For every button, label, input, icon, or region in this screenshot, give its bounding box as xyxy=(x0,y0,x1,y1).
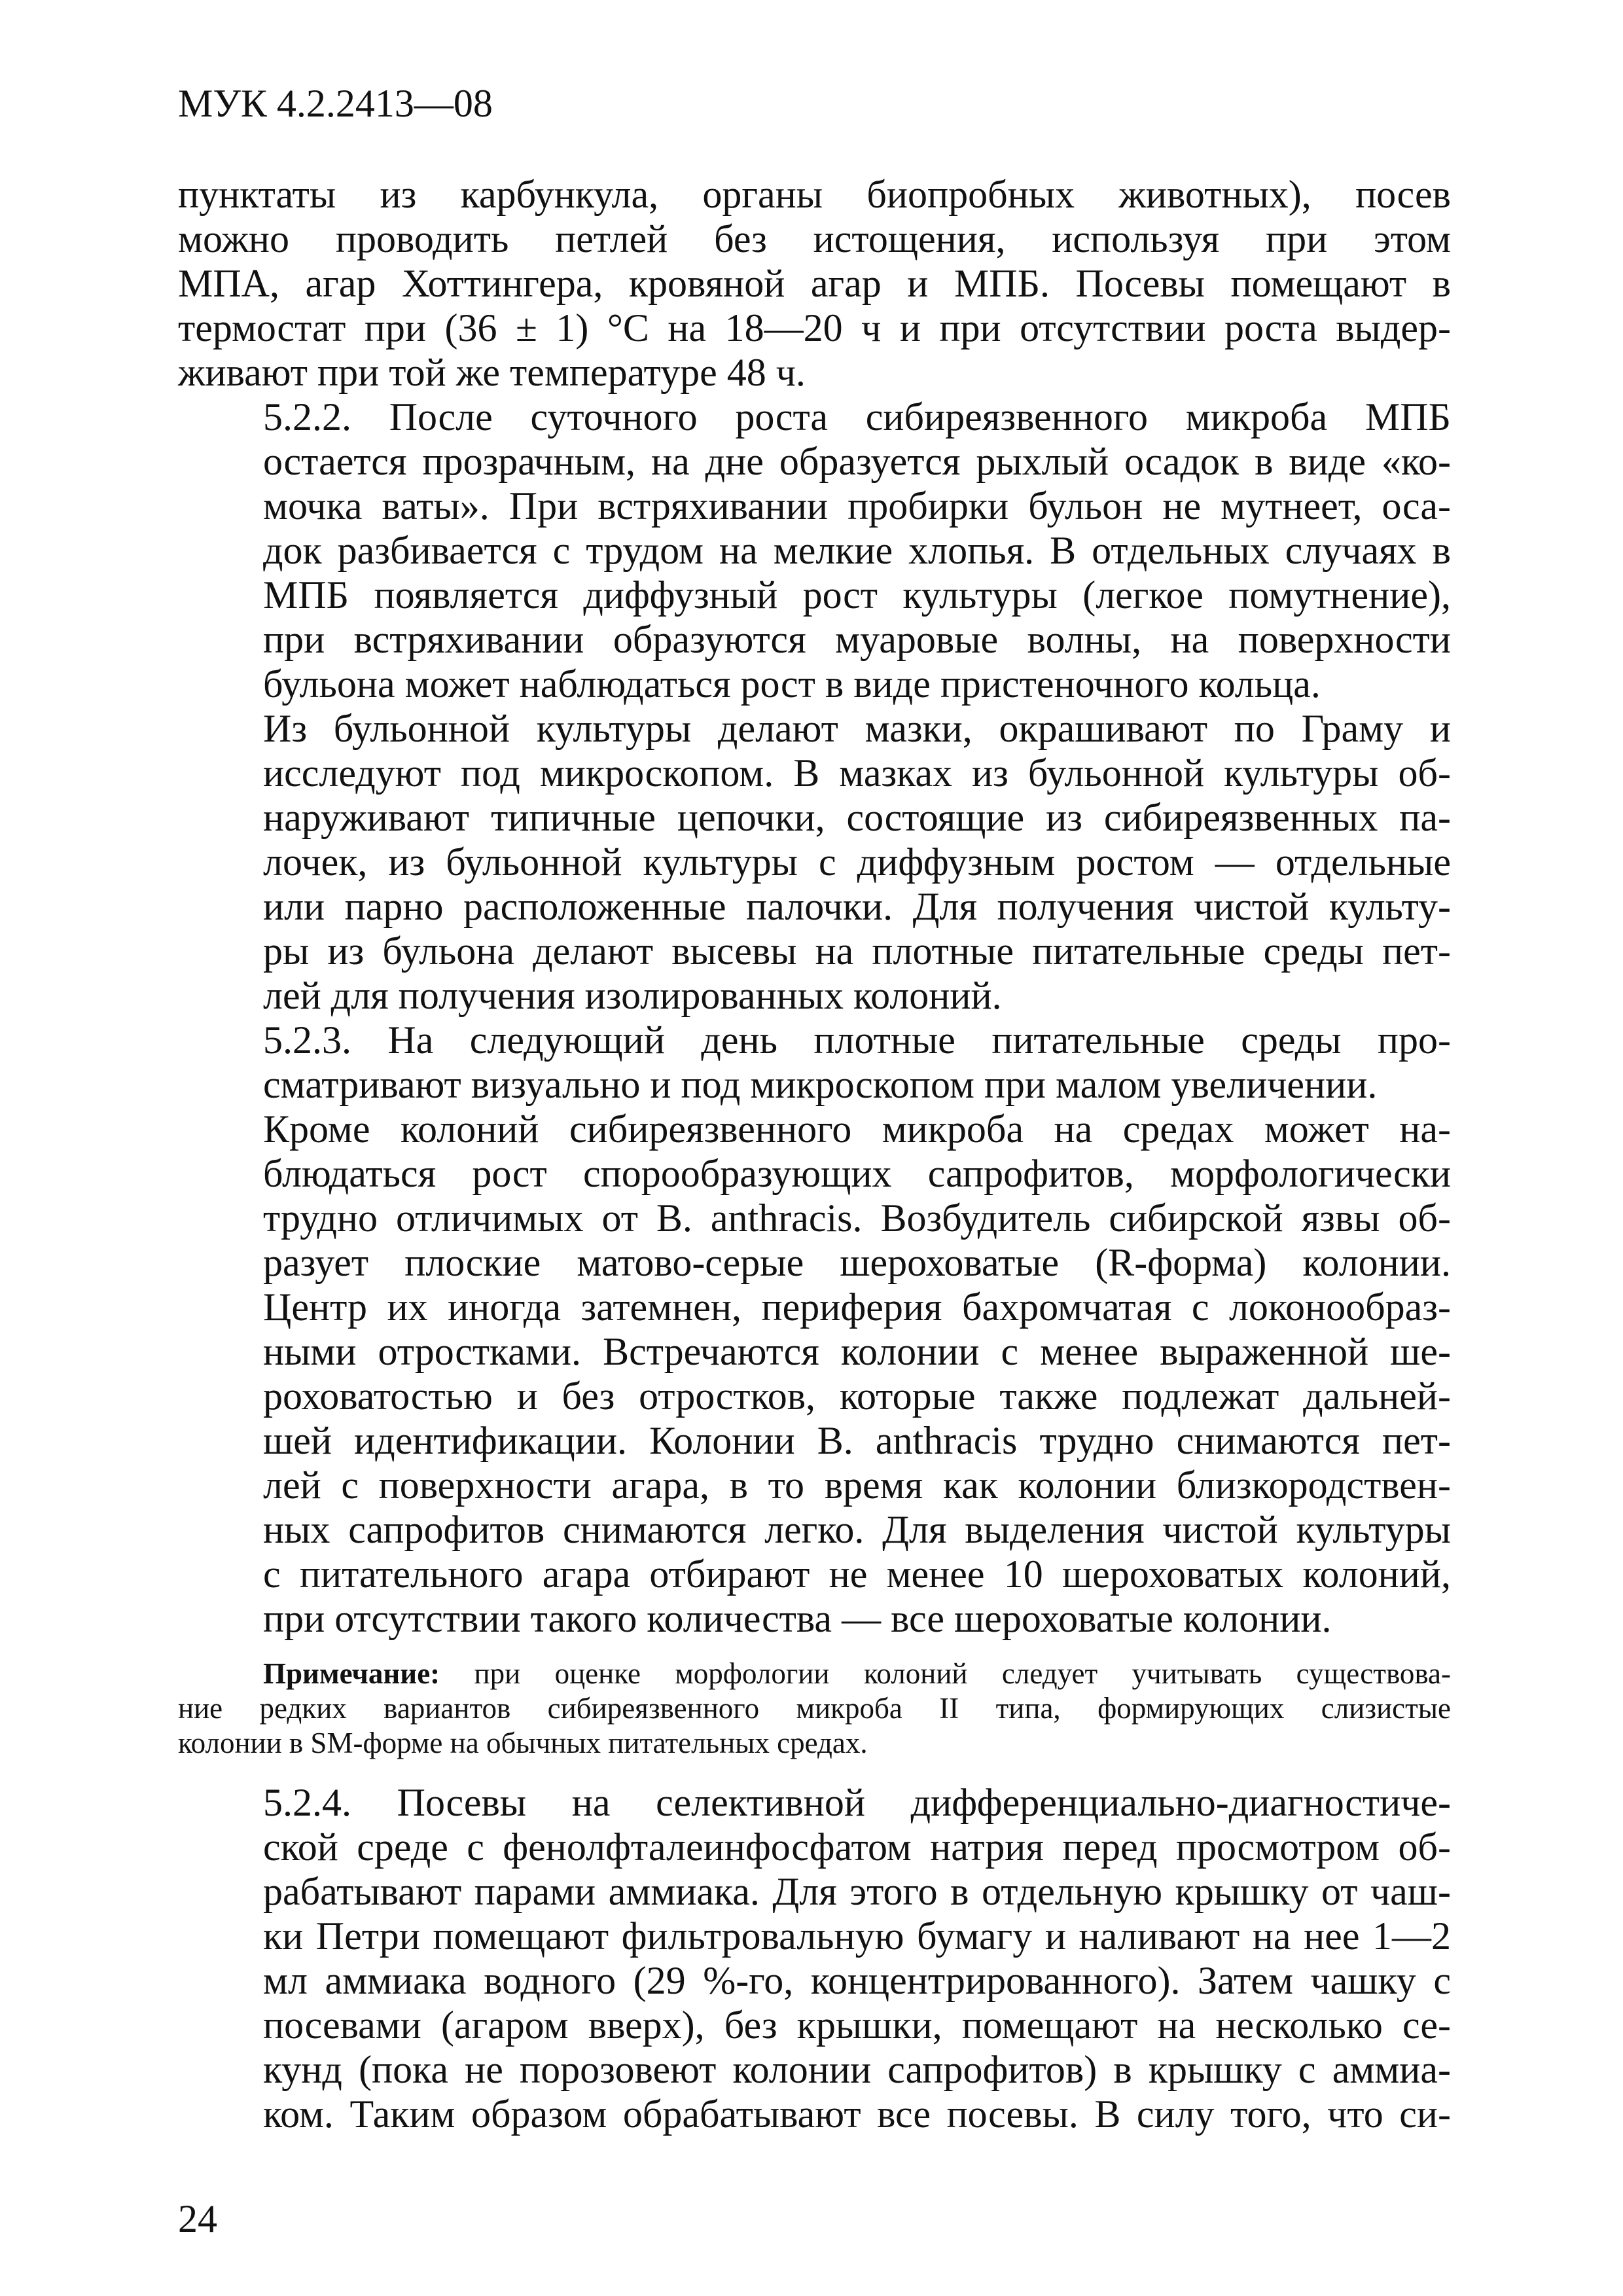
note-line: колонии в SM-форме на обычных питательных средах. xyxy=(178,1727,868,1759)
paragraph xyxy=(178,1107,1451,1641)
text-line: кунд (пока не порозовеют колонии сапрофитов) в крышку с аммиа- xyxy=(263,2048,1451,2091)
text-line: можно проводить петлей без истощения, используя при этом xyxy=(178,217,1451,260)
text-line: лочек, из бульонной культуры с диффузным ростом — отдельные xyxy=(263,840,1451,884)
paragraph xyxy=(178,172,1451,395)
page-header: МУК 4.2.2413—08 xyxy=(178,82,493,125)
paragraph xyxy=(178,706,1451,1018)
text-line: Из бульонной культуры делают мазки, окрашивают по Граму и xyxy=(263,707,1451,750)
text-line: мл аммиака водного (29 %-го, концентрированного). Затем чашку с xyxy=(263,1959,1451,2002)
note-text: при оценке морфологии колоний следует учитывать существова- xyxy=(440,1657,1451,1690)
text-line: сматривают визуально и под микроскопом при малом увеличении. xyxy=(263,1063,1378,1106)
page-number: 24 xyxy=(178,2197,217,2240)
text-line: термостат при (36 ± 1) °С на 18—20 ч и при отсутствии роста выдер- xyxy=(178,306,1451,350)
text-line: МПБ появляется диффузный рост культуры (легкое помутнение), xyxy=(263,573,1451,617)
text-line: пунктаты из карбункула, органы биопробных животных), посев xyxy=(178,173,1451,216)
text-line: при отсутствии такого количества — все шероховатые колонии. xyxy=(263,1597,1332,1640)
text-line: исследуют под микроскопом. В мазках из бульонной культуры об- xyxy=(263,751,1451,795)
text-line: лей для получения изолированных колоний. xyxy=(263,974,1002,1017)
text-line: Кроме колоний сибиреязвенного микроба на средах может на- xyxy=(263,1107,1451,1151)
text-line: 5.2.3. На следующий день плотные питательные среды про- xyxy=(263,1018,1451,1062)
text-line: наруживают типичные цепочки, состоящие из сибиреязвенных па- xyxy=(263,796,1451,839)
text-line: мочка ваты». При встряхивании пробирки бульон не мутнеет, оса- xyxy=(263,484,1451,528)
text-line: 5.2.2. После суточного роста сибиреязвенного микроба МПБ xyxy=(263,395,1451,439)
text-line: Центр их иногда затемнен, периферия бахромчатая с локонообраз- xyxy=(263,1285,1451,1329)
text-line: 5.2.4. Посевы на селективной дифференциально-диагностиче- xyxy=(263,1781,1451,1824)
text-line: рабатывают парами аммиака. Для этого в отдельную крышку от чаш- xyxy=(263,1870,1451,1913)
text-line: ской среде с фенолфталеинфосфатом натрия перед просмотром об- xyxy=(263,1825,1451,1869)
text-line: ком. Таким образом обрабатывают все посевы. В силу того, что си- xyxy=(263,2092,1451,2136)
paragraph-5-2-2 xyxy=(178,395,1451,706)
document-body xyxy=(178,172,1451,2136)
text-line: с питательного агара отбирают не менее 10 шероховатых колоний, xyxy=(263,1552,1451,1596)
text-line: ки Петри помещают фильтровальную бумагу и наливают на нее 1—2 xyxy=(263,1914,1451,1958)
text-line: док разбивается с трудом на мелкие хлопья. В отдельных случаях в xyxy=(263,529,1451,572)
paragraph-5-2-3 xyxy=(178,1018,1451,1107)
text-line: живают при той же температуре 48 ч. xyxy=(178,351,806,394)
text-line: лей с поверхности агара, в то время как колонии близкородствен- xyxy=(263,1463,1451,1507)
paragraph-5-2-4 xyxy=(178,1780,1451,2136)
text-line: роховатостью и без отростков, которые также подлежат дальней- xyxy=(263,1374,1451,1418)
text-line: разует плоские матово-серые шероховатые (R-форма) колонии. xyxy=(263,1241,1451,1284)
text-line: посевами (агаром вверх), без крышки, помещают на несколько се- xyxy=(263,2003,1451,2047)
text-line: МПА, агар Хоттингера, кровяной агар и МПБ. Посевы помещают в xyxy=(178,262,1451,305)
text-line: ными отростками. Встречаются колонии с менее выраженной ше- xyxy=(263,1330,1451,1373)
note-line: ние редких вариантов сибиреязвенного микроба II типа, формирующих слизистые xyxy=(178,1692,1451,1725)
text-line: трудно отличимых от B. anthracis. Возбудитель сибирской язвы об- xyxy=(263,1196,1451,1240)
text-line: шей идентификации. Колонии B. anthracis трудно снимаются пет- xyxy=(263,1419,1451,1462)
text-line: ных сапрофитов снимаются легко. Для выделения чистой культуры xyxy=(263,1508,1451,1551)
text-line: бульона может наблюдаться рост в виде пристеночного кольца. xyxy=(263,662,1321,706)
note-label: Примечание: xyxy=(263,1657,440,1690)
text-line: остается прозрачным, на дне образуется рыхлый осадок в виде «ко- xyxy=(263,440,1451,483)
text-line: или парно расположенные палочки. Для получения чистой культу- xyxy=(263,885,1451,928)
text-line: блюдаться рост спорообразующих сапрофитов, морфологически xyxy=(263,1152,1451,1195)
note-line xyxy=(178,1657,1451,1691)
note xyxy=(178,1657,1451,1761)
text-line: при встряхивании образуются муаровые волны, на поверхности xyxy=(263,618,1451,661)
text-line: ры из бульона делают высевы на плотные питательные среды пет- xyxy=(263,929,1451,973)
